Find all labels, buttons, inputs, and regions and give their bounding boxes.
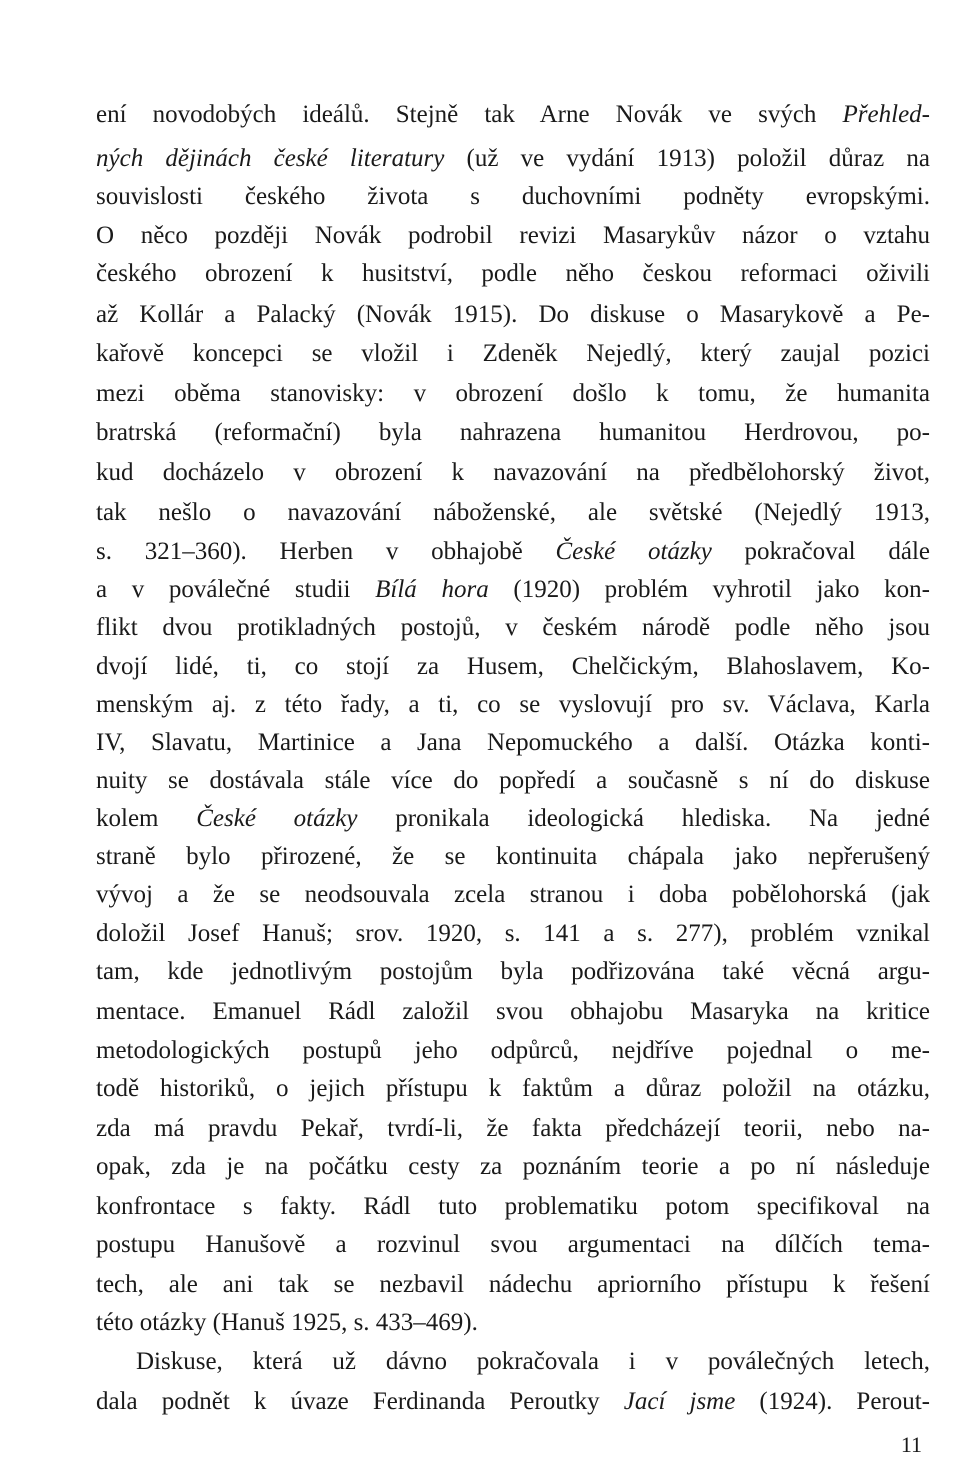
text-segment: souvislosti českého života s duchovními podněty evropskými.: [96, 183, 930, 210]
text-line: [96, 573, 930, 607]
text-segment: bratrská (reformační) byla nahrazena humanitou Herdrovou, po-: [96, 419, 930, 446]
text-line: [96, 802, 930, 836]
text-segment: až Kollár a Palacký (Novák 1915). Do diskuse o Masarykově a Pe-: [96, 301, 930, 328]
text-line: [96, 955, 930, 989]
text-line: [96, 840, 930, 874]
text-segment: flikt dvou protikladných postojů, v českém národě podle něho jsou: [96, 614, 930, 641]
text-segment: menským aj. z této řady, a ti, co se vyslovují pro sv. Václava, Karla: [96, 691, 930, 718]
text-segment: kolem: [96, 805, 197, 832]
text-segment: s. 321–360). Herben v obhajobě: [96, 538, 556, 565]
text-segment: metodologických postupů jeho odpůrců, nejdříve pojednal o me-: [96, 1037, 930, 1064]
text-line: [96, 1385, 930, 1419]
text-line: [96, 650, 930, 684]
text-segment: (už ve vydání 1913) položil důraz na: [444, 145, 930, 172]
text-segment: tech, ale ani tak se nezbavil nádechu apriorního přístupu k řešení: [96, 1271, 930, 1298]
text-line: [96, 1228, 930, 1262]
text-line: [96, 180, 930, 214]
text-segment: (1920) problém vyhrotil jako kon-: [488, 576, 930, 603]
text-line: [96, 142, 930, 176]
text-segment: ení novodobých ideálů. Stejně tak Arne Novák ve svých: [96, 101, 843, 128]
text-segment: straně bylo přirozené, že se kontinuita chápala jako nepřerušený: [96, 843, 930, 870]
text-segment: českého obrození k husitství, podle něho českou reformaci oživili: [96, 260, 930, 287]
text-segment: opak, zda je na počátku cesty za poznáním teorie a po ní následuje: [96, 1153, 930, 1180]
text-line: [96, 337, 930, 371]
text-line: [96, 611, 930, 645]
text-line: [96, 917, 930, 951]
text-segment: této otázky (Hanuš 1925, s. 433–469).: [96, 1309, 478, 1336]
text-segment: vývoj a že se neodsouvala zcela stranou i doba pobělohorská (jak: [96, 881, 930, 908]
italic-title: Přehled-: [842, 101, 930, 128]
page-number: 11: [900, 1432, 922, 1457]
text-line: [96, 257, 930, 291]
text-segment: pronikala ideologická hlediska. Na jedné: [357, 805, 930, 832]
text-segment: O něco později Novák podrobil revizi Masarykův názor o vztahu: [96, 222, 930, 249]
text-segment: kud docházelo v obrození k navazování na předbělohorský život,: [96, 459, 930, 486]
text-line: [96, 535, 930, 569]
text-line: [96, 1034, 930, 1068]
text-segment: a v poválečné studii: [96, 576, 376, 603]
text-line: [96, 219, 930, 253]
text-segment: pokračoval dále: [711, 538, 930, 565]
text-line: [96, 995, 930, 1029]
text-line: [96, 1190, 930, 1224]
text-line: [136, 1345, 930, 1379]
text-line: [96, 1150, 930, 1184]
text-segment: mentace. Emanuel Rádl založil svou obhajobu Masaryka na kritice: [96, 998, 930, 1025]
text-segment: Diskuse, která už dávno pokračovala i v poválečných letech,: [136, 1348, 930, 1375]
text-segment: zda má pravdu Pekař, tvrdí-li, že fakta předcházejí teorii, nebo na-: [96, 1115, 930, 1142]
text-segment: tak nešlo o navazování náboženské, ale světské (Nejedlý 1913,: [96, 499, 930, 526]
text-line: [96, 1072, 930, 1106]
text-segment: nuity se dostávala stále více do popředí a současně s ní do diskuse: [96, 767, 930, 794]
italic-title: Bílá hora: [375, 576, 489, 603]
text-line: [96, 1306, 930, 1340]
text-line: [96, 1112, 930, 1146]
text-segment: IV, Slavatu, Martinice a Jana Nepomuckého a další. Otázka konti-: [96, 729, 930, 756]
text-segment: tam, kde jednotlivým postojům byla podřizována také věcná argu-: [96, 958, 930, 985]
text-line: [96, 764, 930, 798]
text-line: [96, 416, 930, 450]
italic-title: České otázky: [196, 805, 358, 832]
text-segment: postupu Hanušově a rozvinul svou argumentaci na dílčích tema-: [96, 1231, 930, 1258]
text-segment: konfrontace s fakty. Rádl tuto problematiku potom specifikoval na: [96, 1193, 930, 1220]
text-segment: dvojí lidé, ti, co stojí za Husem, Chelčickým, Blahoslavem, Ko-: [96, 653, 930, 680]
text-segment: (1924). Perout-: [735, 1388, 930, 1415]
text-segment: todě historiků, o jejich přístupu k faktům a důraz položil na otázku,: [96, 1075, 930, 1102]
text-segment: mezi oběma stanovisky: v obrození došlo k tomu, že humanita: [96, 380, 930, 407]
text-line: [96, 456, 930, 490]
text-line: [96, 98, 930, 132]
italic-title: České otázky: [555, 538, 712, 565]
text-line: [96, 496, 930, 530]
text-line: [96, 298, 930, 332]
text-segment: kařově koncepci se vložil i Zdeněk Nejedlý, který zaujal pozici: [96, 340, 930, 367]
italic-title: ných dějinách české literatury: [96, 145, 445, 172]
text-line: [96, 377, 930, 411]
text-segment: doložil Josef Hanuš; srov. 1920, s. 141 a s. 277), problém vznikal: [96, 920, 930, 947]
text-line: [96, 688, 930, 722]
text-segment: dala podnět k úvaze Ferdinanda Peroutky: [96, 1388, 624, 1415]
text-line: [96, 1268, 930, 1302]
italic-title: Jací jsme: [623, 1388, 736, 1415]
text-line: [96, 726, 930, 760]
text-line: [96, 878, 930, 912]
